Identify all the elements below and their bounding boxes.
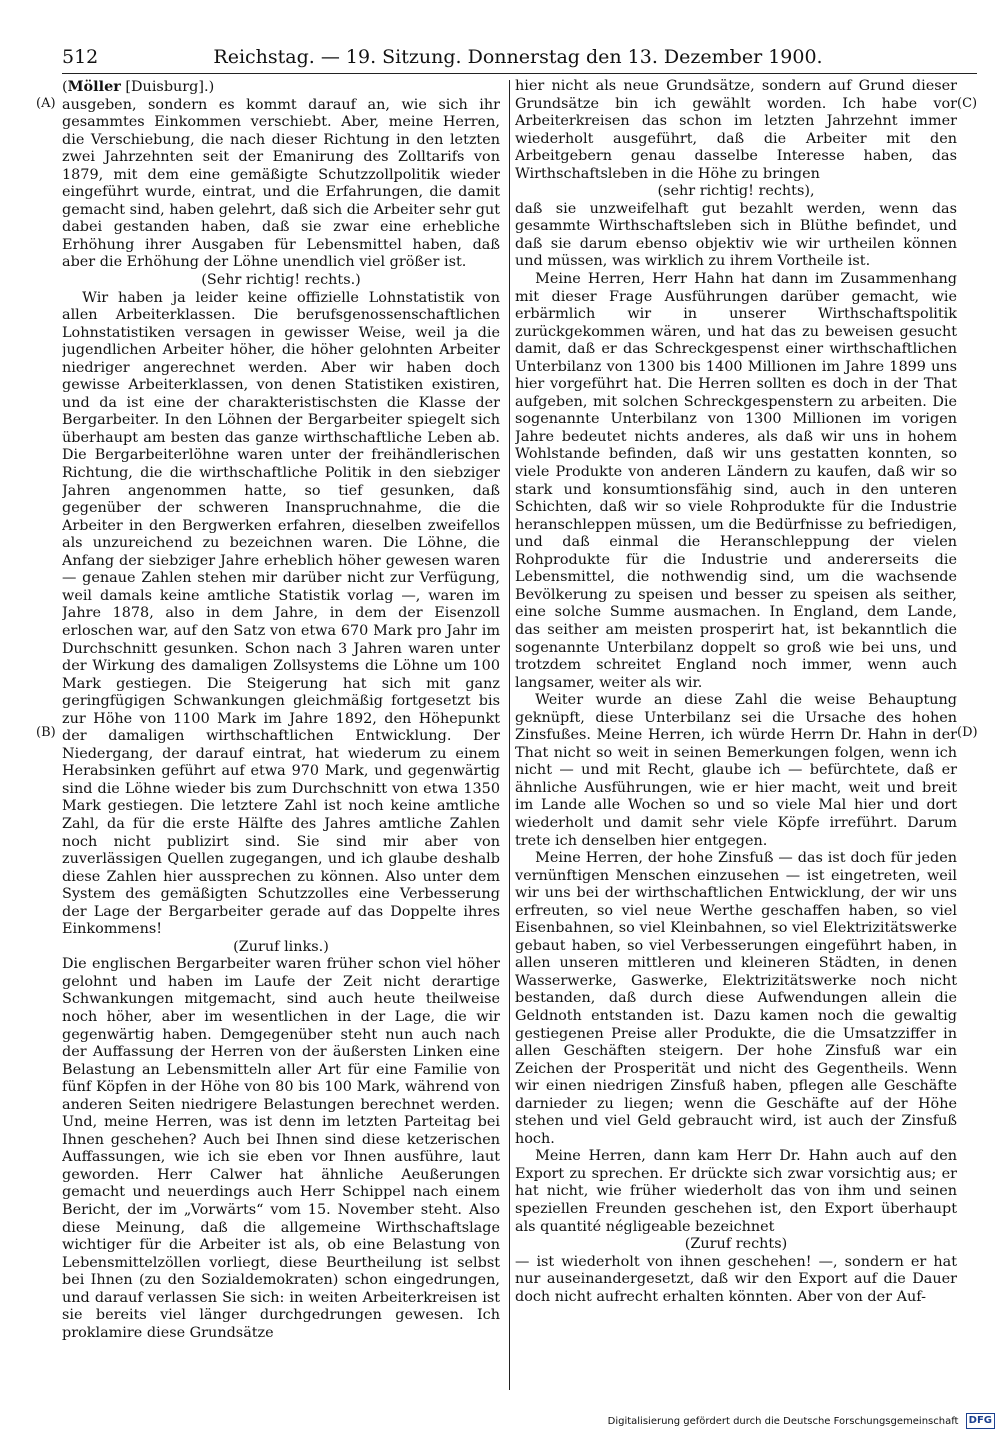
paragraph: Weiter wurde an diese Zahl die weise Behauptung geknüpft, diese Unterbilanz sei die Ursache des hohen Zinsfußes. Meine Herren, ich würde Herrn Dr. Hahn in der That nicht so weit in seinen Bemerkungen folgen, wenn ich nicht — und mit Recht, glaube ich — befürchtete, daß er ähnliche Ausführungen, wie er hier macht, weit und breit im Lande alle Wochen so und so viele Mal hier und dort wiederholt und damit sehr viele Köpfe irreführt. Darum trete ich denselben hier entgegen. [515,692,957,849]
credit-text: Digitalisierung gefördert durch die Deutsche Forschungsgemeinschaft [607,1416,959,1427]
margin-marker-c: (C) [957,96,978,111]
paragraph: Wir haben ja leider keine offizielle Lohnstatistik von allen Arbeiterklassen. Die berufsgenossenschaftlichen Lohnstatistiken versagen in gewisser Weise, weil ja die jugendlichen Arbeiter höher, die höher gelohnten Arbeiter niedriger angerechnet werden. Aber wir haben doch gewisse Arbeiterklassen, von denen Statistiken existiren, und da ist eine der charakteristischsten die Klasse der Bergarbeiter. In den Löhnen der Bergarbeiter spiegelt sich überhaupt am besten das ganze wirthschaftliche Leben ab. Die Bergarbeiterlöhne waren unter der freihändlerischen Richtung, die die wirthschaftliche Politik in den siebziger Jahren angenommen hatte, so tief gesunken, daß gegenüber der schweren Inanspruchnahme, die die Arbeiter in den Bergwerken erfahren, dieselben zweifellos als unzureichend zu bezeichnen waren. Die Löhne, die Anfang der siebziger Jahre erheblich höher gewesen waren — genaue Zahlen stehen mir darüber nicht zur Verfügung, weil damals keine amtliche Statistik vorlag —, waren im Jahre 1878, also in dem Jahre, in dem der Eisenzoll erloschen war, auf den Satz von etwa 670 Mark pro Jahr im Durchschnitt gesunken. Schon nach 3 Jahren waren unter der Wirkung des damaligen Zollsystems die Löhne um 100 Mark gestiegen. Die Steigerung hat sich mit ganz geringfügigen Schwankungen gleichmäßig fortgesetzt bis zur Höhe von 1100 Mark im Jahre 1892, den Höhepunkt der damaligen wirthschaftlichen Entwicklung. Der Niedergang, der darauf eintrat, hat wiederum zu einem Herabsinken geführt auf etwa 970 Mark, und gegenwärtig sind die Löhne wieder bis zum Durchschnitt von etwa 1350 Mark gestiegen. Die letztere Zahl ist noch keine amtliche Zahl, da für die erste Hälfte des Jahres amtliche Zahlen noch nicht publizirt sind. Sie sind mir aber von zuverlässigen Quellen zugegangen, und ich glaube deshalb diese Zahlen hier aussprechen zu können. Also unter dem System des gemäßigten Schutzzolles eine Verbesserung der Lage der Bergarbeiter gerade auf das Doppelte ihres Einkommens! [62,289,500,938]
page-title: Reichstag. — 19. Sitzung. Donnerstag den 13. Dezember 1900. [213,46,823,68]
paragraph: daß sie unzweifelhaft gut bezahlt werden, wenn das gesammte Wirthschaftsleben sich in Blüthe befindet, und daß sie darum ebenso objektiv wie wir urtheilen können und müssen, was wirklich zu ihrem Vortheile ist. [515,200,957,270]
interjection: (Sehr richtig! rechts.) [201,272,361,289]
dfg-logo: DFG [966,1413,995,1429]
speaker-place: [Duisburg].) [125,79,215,95]
column-divider [509,80,510,1390]
margin-marker-b: (B) [36,725,56,740]
digitization-credit [600,1413,995,1431]
interjection: (Zuruf rechts) [684,1236,788,1253]
interjection: (sehr richtig! rechts), [657,183,815,200]
paragraph: Meine Herren, dann kam Herr Dr. Hahn auch auf den Export zu sprechen. Er drückte sich zwar vorsichtig aus; er hat nicht, wie früher wiederholt das von ihm und seinen speziellen Freunden geschehen ist, den Export überhaupt als quantité négligeable bezeichnet [515,1148,957,1235]
paragraph: hier nicht als neue Grundsätze, sondern auf Grund dieser Grundsätze bin ich gewählt worden. Ich habe vor Arbeiterkreisen das schon im letzten Jahrzehnt immer wiederholt ausgeführt, daß die Arbeiter mit den Arbeitgebern genau dasselbe Interesse haben, das Wirthschaftsleben in die Höhe zu bringen [515,78,957,182]
header-rule [62,73,977,74]
speaker-name: Möller [67,78,121,95]
right-column [515,78,957,1388]
paragraph: Meine Herren, der hohe Zinsfuß — das ist doch für jeden vernünftigen Menschen einzusehen — ist eingetreten, weil wir uns bei der wirthschaftlichen Entwicklung, der wir uns erfreuten, so viel neue Werthe geschaffen haben, so viel Eisenbahnen, so viel Kleinbahnen, so viel Elektrizitätswerke gebaut haben, so viel Verbesserungen eingeführt haben, in allen unseren mittleren und kleineren Städten, in denen Wasserwerke, Gaswerke, Elektrizitätswerke noch nicht bestanden, daß durch diese Aufwendungen allein die Geldnoth entstanden ist. Dazu kamen noch die gewaltig gestiegenen Preise aller Produkte, die die Umsatzziffer in allen Geschäften steigern. Der hohe Zinsfuß war ein Zeichen der Prosperität und nicht des Gegentheils. Wenn wir einen niedrigen Zinsfuß haben, pflegen alle Geschäfte darnieder zu liegen; wenn die Geschäfte auf der Höhe stehen und viel Geld gebraucht wird, ist auch der Zinsfuß hoch. [515,850,957,1147]
left-column [62,78,500,1388]
margin-marker-a: (A) [36,96,56,111]
paragraph: Meine Herren, Herr Hahn hat dann im Zusammenhang mit dieser Frage Ausführungen darüber gemacht, wie erbärmlich wir in unserer Wirthschaftspolitik zurückgekommen wären, und hat das zu beweisen gesucht damit, daß er das Schreckgespenst einer wirthschaftlichen Unterbilanz von 1300 bis 1400 Millionen im Jahre 1899 uns hier vorgeführt hat. Die Herren sollten es doch in der That aufgeben, mit solchen Schreckgespenstern zu arbeiten. Die sogenannte Unterbilanz von 1300 Millionen im vorigen Jahre bedeutet nichts anderes, als daß wir uns in hohem Wohlstande befinden, daß wir uns gestatten konnten, so viele Produkte von anderen Ländern zu kaufen, daß wir so stark und konsumtionsfähig sind, auch in den unteren Schichten, daß wir so viele Rohprodukte für die Industrie heranschleppen müssen, um die Bedürfnisse zu befriedigen, und daß einmal die Heranschleppung der vielen Rohprodukte für die Industrie und andererseits die Lebensmittel, die nothwendig sind, um die wachsende Bevölkerung zu speisen und besser zu speisen als seither, eine solche Summe ausmachen. In England, dem Lande, das seither am meisten prosperirt hat, ist bekanntlich die sogenannte Unterbilanz doppelt so groß wie bei uns, und trotzdem schreitet England noch immer, wenn auch langsamer, weiter als wir. [515,271,957,691]
paragraph: — ist wiederholt von ihnen geschehen! —, sondern er hat nur auseinandergesetzt, daß wir den Export auf die Dauer doch nicht aufrecht erhalten könnten. Aber von der Auf- [515,1253,957,1305]
paragraph: ausgeben, sondern es kommt darauf an, wie sich ihr gesammtes Einkommen verschiebt. Aber, meine Herren, die Verschiebung, die nach dieser Richtung in den letzten zwei Jahrzehnten seit der Emanirung des Zolltarifs von 1879, mit dem eine gemäßigte Schutzzollpolitik wieder eingeführt wurde, eintrat, und die Erfahrungen, die damit gemacht sind, haben gelehrt, daß sich die Arbeiter sehr gut dabei gestanden haben, daß sie zwar eine erhebliche Erhöhung ihrer Ausgaben für Lebensmittel haben, daß aber die Erhöhung der Löhne unendlich viel größer ist. [62,96,500,271]
speaker-line: (Möller [Duisburg].) [62,78,215,95]
interjection: (Zuruf links.) [233,938,329,955]
margin-marker-d: (D) [957,725,978,740]
running-header [62,42,974,72]
paragraph: Die englischen Bergarbeiter waren früher schon viel höher gelohnt und haben im Laufe der Zeit nicht derartige Schwankungen mitgemacht, sind auch heute theilweise noch höher, aber im wesentlichen in der Lage, die wir gegenwärtig haben. Demgegenüber steht nun auch nach der Auffassung der Herren von der äußersten Linken eine Belastung an Lebensmitteln aller Art für eine Familie von fünf Köpfen in der Höhe von 80 bis 100 Mark, während von anderen Seiten niedrigere Belastungen berechnet werden. Und, meine Herren, was ist denn im letzten Parteitag bei Ihnen geschehen? Auch bei Ihnen sind diese ketzerischen Auffassungen, wie ich sie eben vor Ihnen ausführe, laut geworden. Herr Calwer hat ähnliche Aeußerungen gemacht und neuerdings auch Herr Schippel nach einem Bericht, der im „Vorwärts“ vom 15. November steht. Also diese Meinung, daß die allgemeine Wirthschaftslage wichtiger für die Arbeiter ist als, ob eine Belastung von Lebensmittelzöllen vorliegt, diese Beurtheilung ist selbst bei Ihnen (zu den Sozialdemokraten) schon eingedrungen, und darauf verlassen Sie sich: in weiten Arbeiterkreisen ist sie bereits viel länger durchgedrungen gewesen. Ich proklamire diese Grundsätze [62,956,500,1341]
page-number: 512 [62,46,99,68]
